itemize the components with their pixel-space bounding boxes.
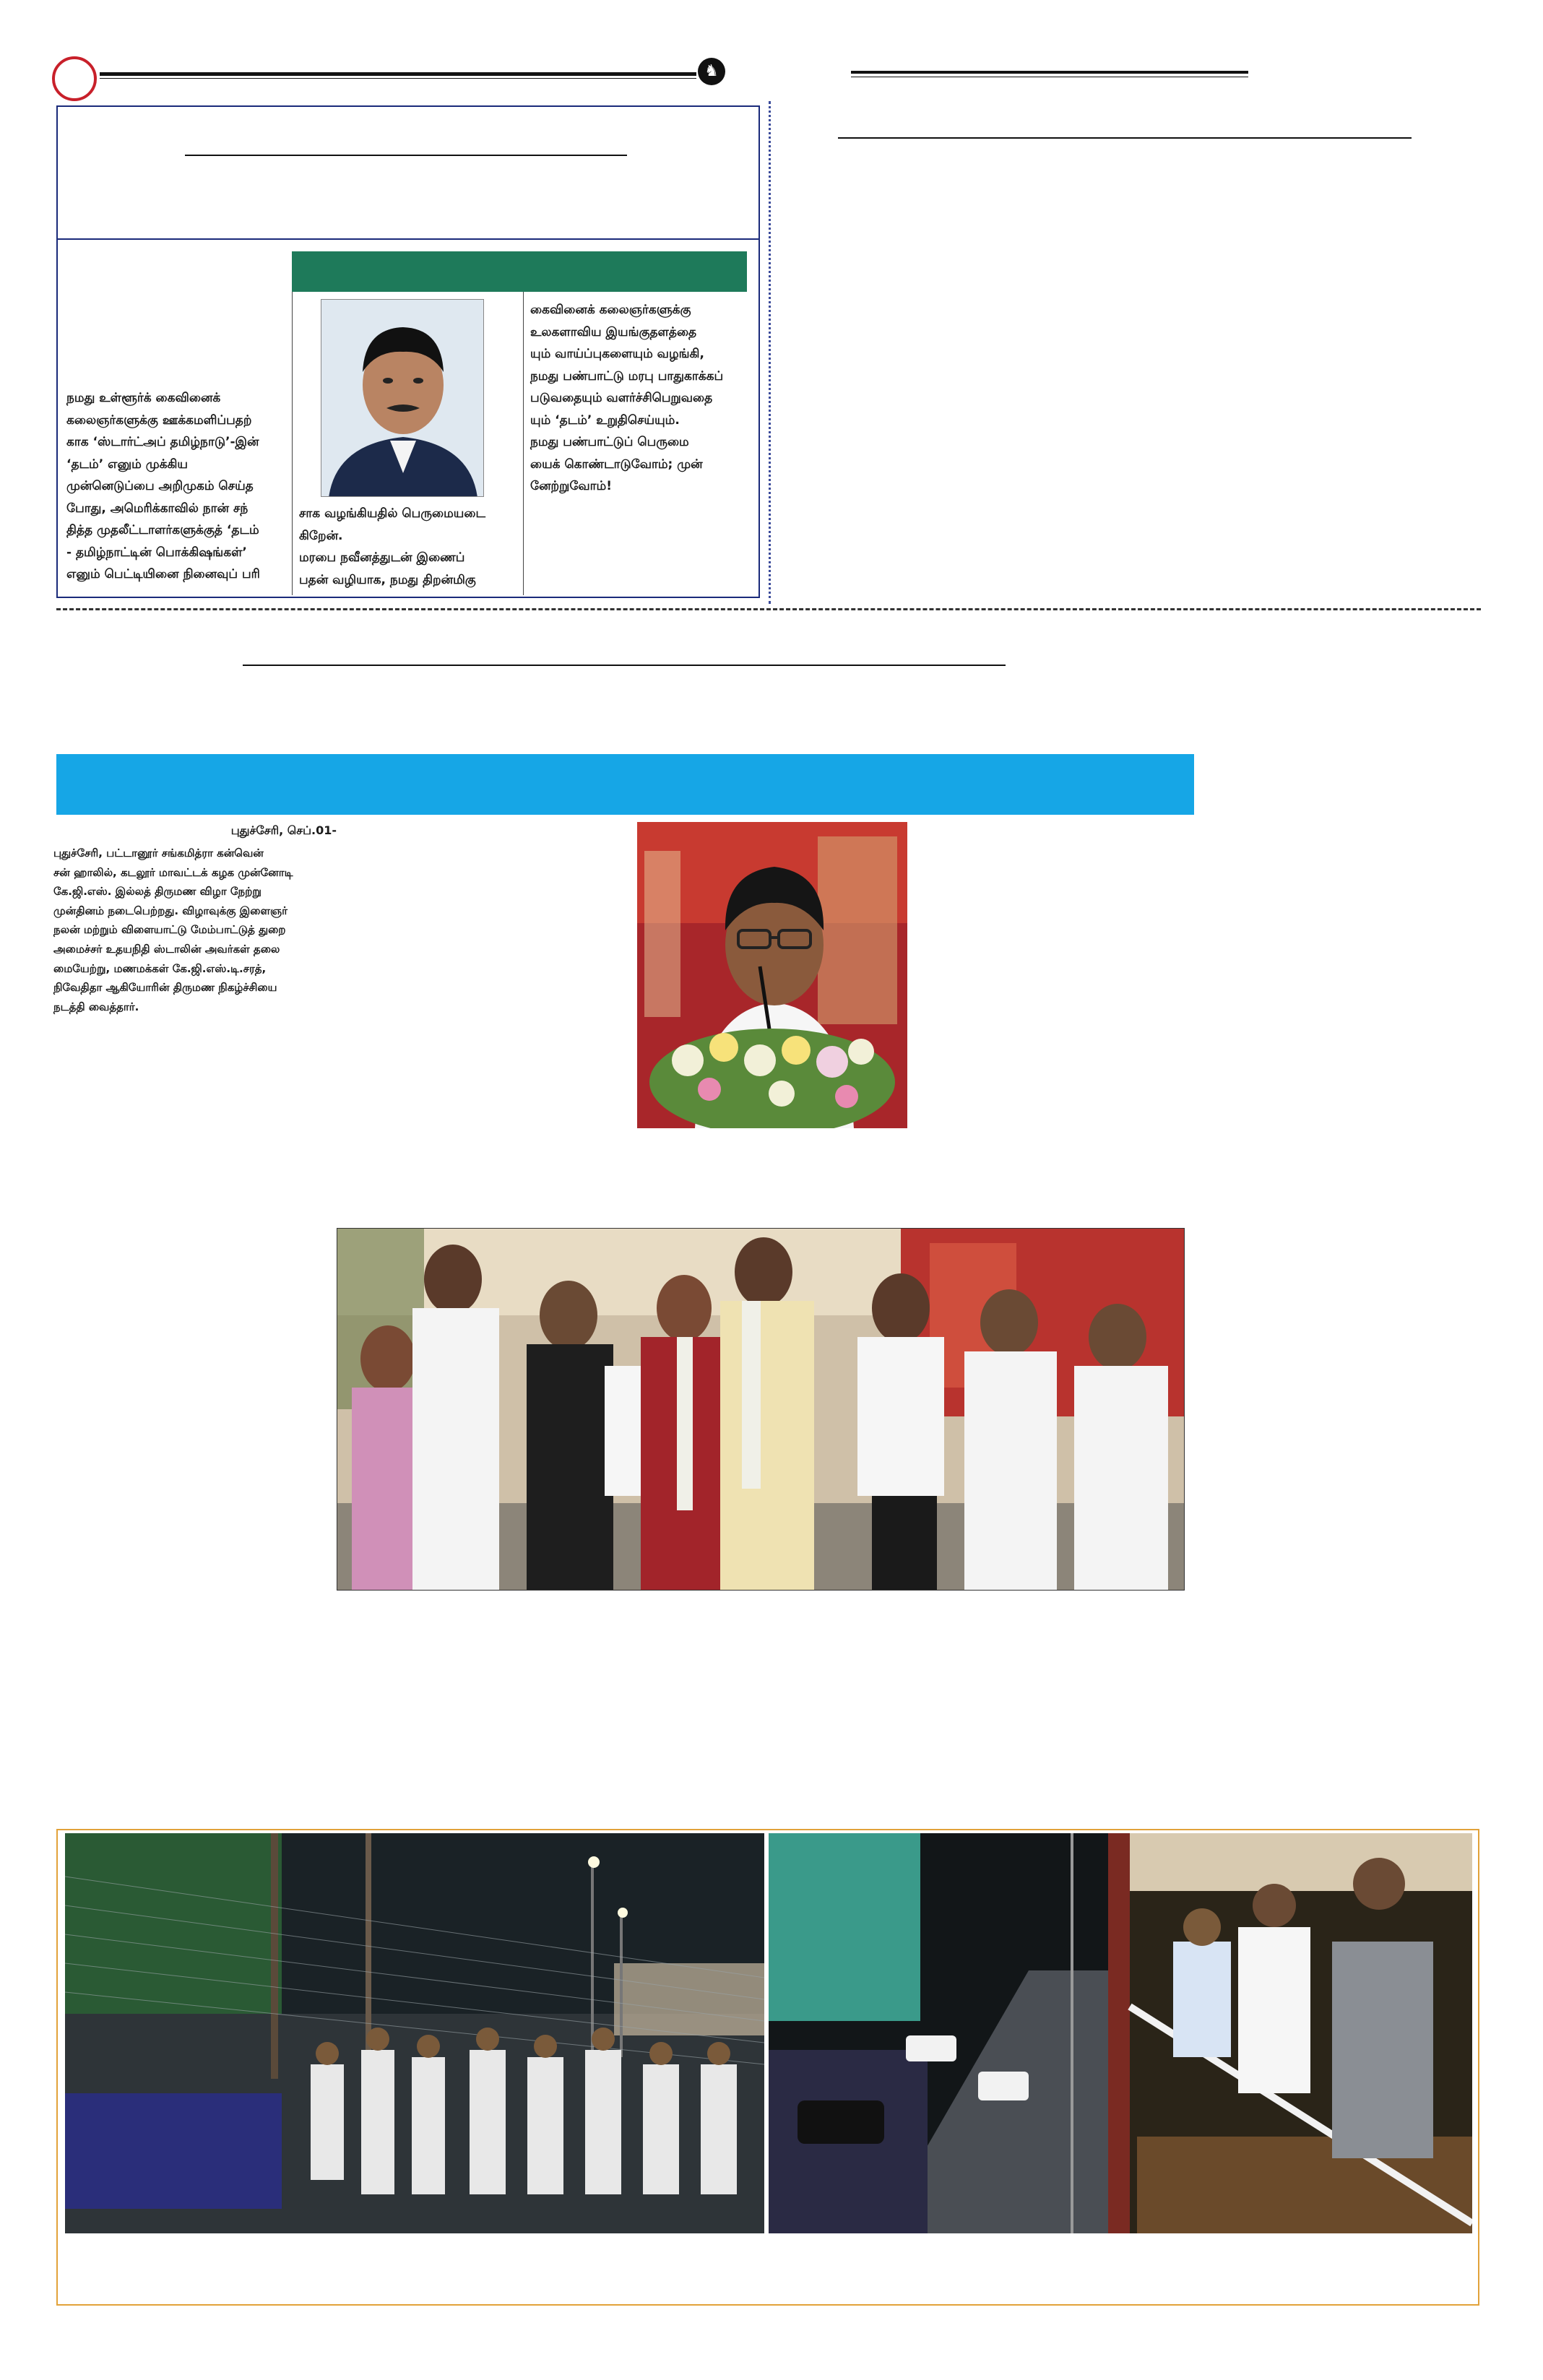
- text-line: நமது உள்ளூர்க் கைவினைக்: [66, 391, 221, 405]
- speaker-illustration: [637, 822, 907, 1128]
- text-line: யும் ‘தடம்’ உறுதிசெய்யும்.: [530, 412, 680, 428]
- column-separator: [523, 292, 524, 595]
- text-line: நடத்தி வைத்தார்.: [53, 1000, 139, 1013]
- advertisement-green-bar: [292, 251, 747, 292]
- text-line: போது, அமெரிக்காவில் நான் சந்: [66, 501, 248, 516]
- text-line: காக ‘ஸ்டார்ட்அப் தமிழ்நாடு’-இன்: [66, 435, 259, 449]
- text-line: நிவேதிதா ஆகியோரின் திருமண நிகழ்ச்சியை: [53, 981, 277, 995]
- advertisement-headline-rule: [185, 155, 627, 156]
- red-circle-logo: [52, 56, 97, 101]
- text-line: கே.ஜி.எஸ். இல்லத் திருமண விழா நேற்று: [53, 885, 262, 899]
- track-inspection-right-photo: [769, 1833, 1472, 2233]
- masthead-rule-left: [100, 72, 696, 76]
- story-headline-band: [56, 754, 1194, 815]
- track-right-illustration: [769, 1833, 1472, 2233]
- advertisement-column-2: [299, 503, 519, 591]
- text-line: முன்னெடுப்பை அறிமுகம் செய்த: [66, 479, 254, 493]
- advertisement-column-3: [530, 299, 751, 498]
- right-headline-rule: [838, 137, 1412, 139]
- text-line: அமைச்சர் உதயநிதி ஸ்டாலின் அவர்கள் தலை: [53, 942, 280, 956]
- section-divider-dashed: [56, 608, 1481, 610]
- text-line: நலன் மற்றும் விளையாட்டு மேம்பாட்டுத் துறை: [53, 923, 286, 937]
- text-line: மையேற்று, மணமக்கள் கே.ஜி.எஸ்.டி.சரத்,: [53, 961, 267, 975]
- wedding-story-dateline: புதுச்சேரி, செப்.01-: [230, 823, 337, 837]
- text-line: முன்தினம் நடைபெற்றது. விழாவுக்கு இளைஞர்: [53, 904, 288, 917]
- text-line: எனும் பெட்டியினை நினைவுப் பரி: [66, 567, 260, 581]
- text-line: படுவதையும் வளர்ச்சிபெறுவதை: [530, 391, 713, 405]
- masthead-rule-right: [851, 71, 1248, 74]
- text-line: தித்த முதலீட்டாளர்களுக்குத் ‘தடம்: [66, 523, 259, 537]
- elephant-icon: ♞: [698, 58, 725, 85]
- text-line: மரபை நவீனத்துடன் இணைப்: [299, 550, 465, 565]
- text-line: நமது பண்பாட்டுப் பெருமை: [530, 435, 689, 449]
- column-separator: [292, 292, 293, 595]
- text-line: புதுச்சேரி, பட்டானூர் சங்கமித்ரா கன்வென்: [53, 847, 264, 860]
- advertisement-column-1: [66, 387, 286, 586]
- text-line: கைவினைக் கலைஞர்களுக்கு: [530, 303, 691, 317]
- text-line: - தமிழ்நாட்டின் பொக்கிஷங்கள்’: [66, 545, 247, 560]
- text-line: யைக் கொண்டாடுவோம்; முன்: [530, 456, 703, 472]
- wedding-illustration: [337, 1229, 1185, 1591]
- text-line: பதன் வழியாக, நமது திறன்மிகு: [299, 572, 476, 587]
- wedding-group-photo: [337, 1228, 1185, 1591]
- text-line: னேற்றுவோம்!: [530, 479, 612, 493]
- text-line: ‘தடம்’ எனும் முக்கிய: [66, 456, 188, 472]
- text-line: யும் வாய்ப்புகளையும் வழங்கி,: [530, 347, 704, 361]
- text-line: கலைஞர்களுக்கு ஊக்கமளிப்பதற்: [66, 412, 252, 428]
- advertisement-headline-area: [58, 107, 758, 240]
- speaker-at-podium-photo: [637, 822, 907, 1128]
- masthead-rule-left-thin: [100, 78, 696, 79]
- track-left-illustration: [65, 1833, 764, 2233]
- text-line: சன் ஹாலில், கடலூர் மாவட்டக் கழக முன்னோடி: [53, 865, 293, 879]
- section-headline-rule: [243, 665, 1006, 666]
- column-divider-dotted: [769, 101, 771, 604]
- text-line: கிறேன்.: [299, 528, 343, 543]
- text-line: உலகளாவிய இயங்குதளத்தை: [530, 324, 697, 339]
- track-inspection-left-photo: [65, 1833, 764, 2233]
- advertisement-portrait-photo: [321, 299, 484, 497]
- text-line: சாக வழங்கியதில் பெருமையடை: [299, 506, 485, 521]
- portrait-illustration: [321, 300, 484, 497]
- text-line: நமது பண்பாட்டு மரபு பாதுகாக்கப்: [530, 368, 724, 384]
- wedding-story-body: [53, 844, 337, 1016]
